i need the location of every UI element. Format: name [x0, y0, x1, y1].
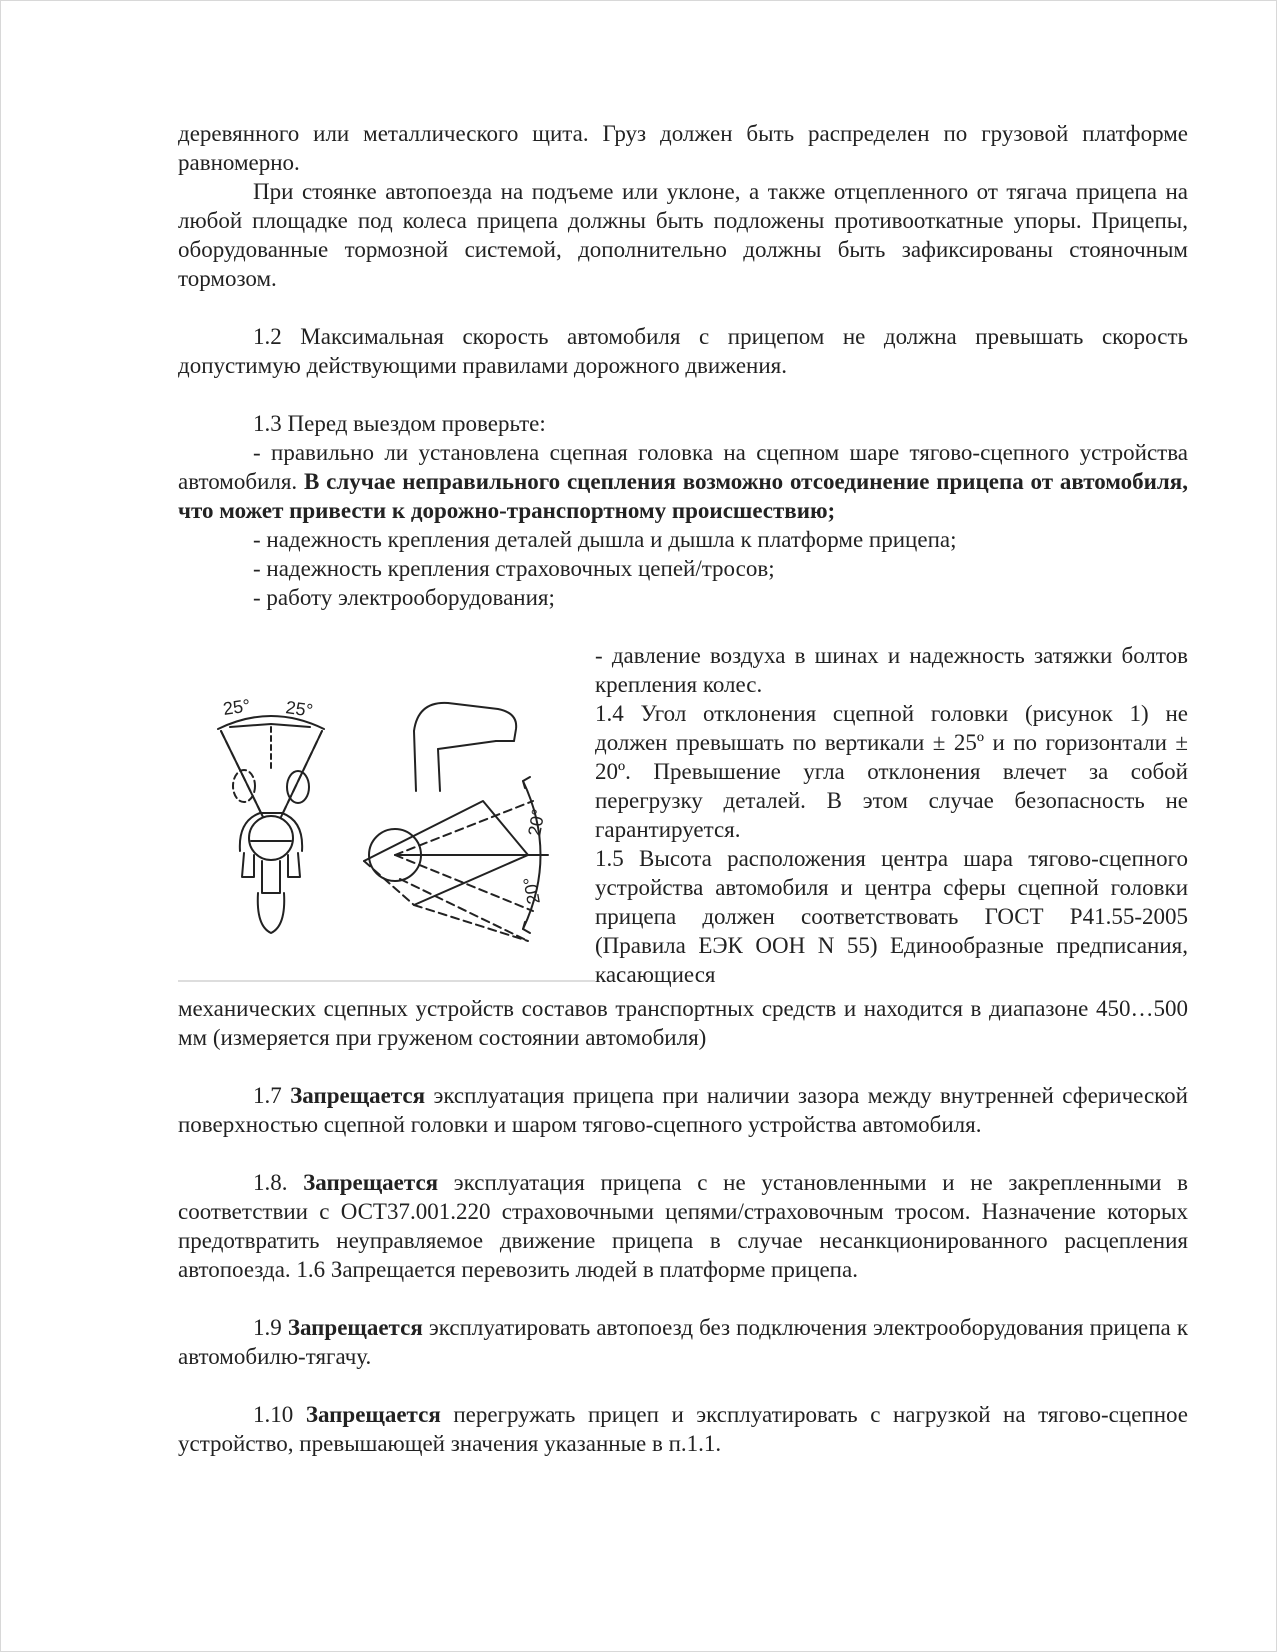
- angle-label-up: 20°: [524, 807, 549, 838]
- paragraph-1-10-text: перегружать прицеп и эксплуатировать с нагрузкой на тягово-сцепное устройство, превышающей значения указанные в п.1.1.: [178, 1402, 1189, 1456]
- checklist-item-electrics: - работу электрооборудования;: [253, 585, 555, 610]
- paragraph-1-7-number: 1.7: [253, 1083, 291, 1108]
- paragraph-1-9-text: эксплуатировать автопоезд без подключения электрооборудования прицепа к автомобилю-тягачу.: [178, 1315, 1188, 1369]
- paragraph-1-5-start: 1.5 Высота расположения центра шара тягово-сцепного устройства автомобиля и центра сферы сцепной головки прицепа должен соответствовать ГОСТ Р41.55-2005 (Правила ЕЭК ООН N 55) Единообразные предписания, касающиеся: [595, 846, 1188, 987]
- paragraph-1-5-end: механических сцепных устройств составов транспортных средств и находится в диапазоне 450…500 мм (измеряется при груженом состоянии автомобиля): [178, 996, 1188, 1050]
- checklist-item-coupling-text: - правильно ли установлена сцепная головка на сцепном шаре тягово-сцепного устройства автомобиля.: [178, 440, 1188, 494]
- checklist-item-chains: - надежность крепления страховочных цепей/тросов;: [253, 556, 775, 581]
- paragraph-1-9: [178, 1313, 1188, 1371]
- paragraph-1-8-text: эксплуатация прицепа с не установленными и не закрепленными в соответствии с ОСТ37.001.220 страховочными цепями/страховочным тросом. Назначение которых предотвратить неуправляемое движение прицепа в случае несанкционированного расцепления автопоезда. 1.6 Запрещается перевозить людей в платформе прицепа.: [178, 1170, 1189, 1282]
- figure-row: [178, 641, 1188, 994]
- paragraph-continuation: деревянного или металлического щита. Груз должен быть распределен по грузовой платформе равномерно.: [178, 121, 1188, 175]
- figure-side-text: [595, 641, 1188, 994]
- paragraph-1-8-number: 1.8.: [253, 1170, 304, 1195]
- prohibition-label: Запрещается: [290, 1083, 426, 1108]
- prohibition-label: Запрещается: [303, 1170, 439, 1195]
- paragraph-1-3-heading: 1.3 Перед выездом проверьте:: [253, 411, 546, 436]
- paragraph-1-8: [178, 1168, 1188, 1284]
- paragraph-1-4: 1.4 Угол отклонения сцепной головки (рисунок 1) не должен превышать по вертикали ± 25º и по горизонтали ± 20º. Превышение угла отклонения влечет за собой перегрузку деталей. В этом случае безопасность не гарантируется.: [595, 701, 1188, 842]
- paragraph-1-2: 1.2 Максимальная скорость автомобиля с прицепом не должна превышать скорость допустимую действующими правилами дорожного движения.: [178, 324, 1188, 378]
- coupling-angle-diagram: [178, 641, 595, 994]
- angle-label-left: 25°: [221, 695, 252, 719]
- checklist-item-coupling: [178, 438, 1188, 525]
- paragraph-1-7: [178, 1081, 1188, 1139]
- figure-1-coupling-angles: [178, 641, 595, 994]
- prohibition-label: Запрещается: [287, 1315, 423, 1340]
- document-body: [178, 119, 1188, 1458]
- prohibition-label: Запрещается: [305, 1402, 441, 1427]
- paragraph-parking: При стоянке автопоезда на подъеме или уклоне, а также отцепленного от тягача прицепа на любой площадке под колеса прицепа должны быть подложены противооткатные упоры. Прицепы, оборудованные тормозной системой, дополнительно должны быть зафиксированы стояночным тормозом.: [178, 179, 1188, 291]
- angle-label-down: 20°: [519, 875, 544, 906]
- paragraph-1-10: [178, 1400, 1188, 1458]
- angle-label-right: 25°: [284, 697, 315, 721]
- paragraph-1-7-text: эксплуатация прицепа при наличии зазора между внутренней сферической поверхностью сцепной головки и шаром тягово-сцепного устройства автомобиля.: [178, 1083, 1188, 1137]
- checklist-item-drawbar: - надежность крепления деталей дышла и дышла к платформе прицепа;: [253, 527, 957, 552]
- coupling-warning: В случае неправильного сцепления возможно отсоединение прицепа от автомобиля, что может привести к дорожно-транспортному происшествию;: [178, 469, 1188, 523]
- paragraph-1-9-number: 1.9: [253, 1315, 288, 1340]
- checklist-item-tires: - давление воздуха в шинах и надежность затяжки болтов крепления колес.: [595, 643, 1188, 697]
- paragraph-1-10-number: 1.10: [253, 1402, 306, 1427]
